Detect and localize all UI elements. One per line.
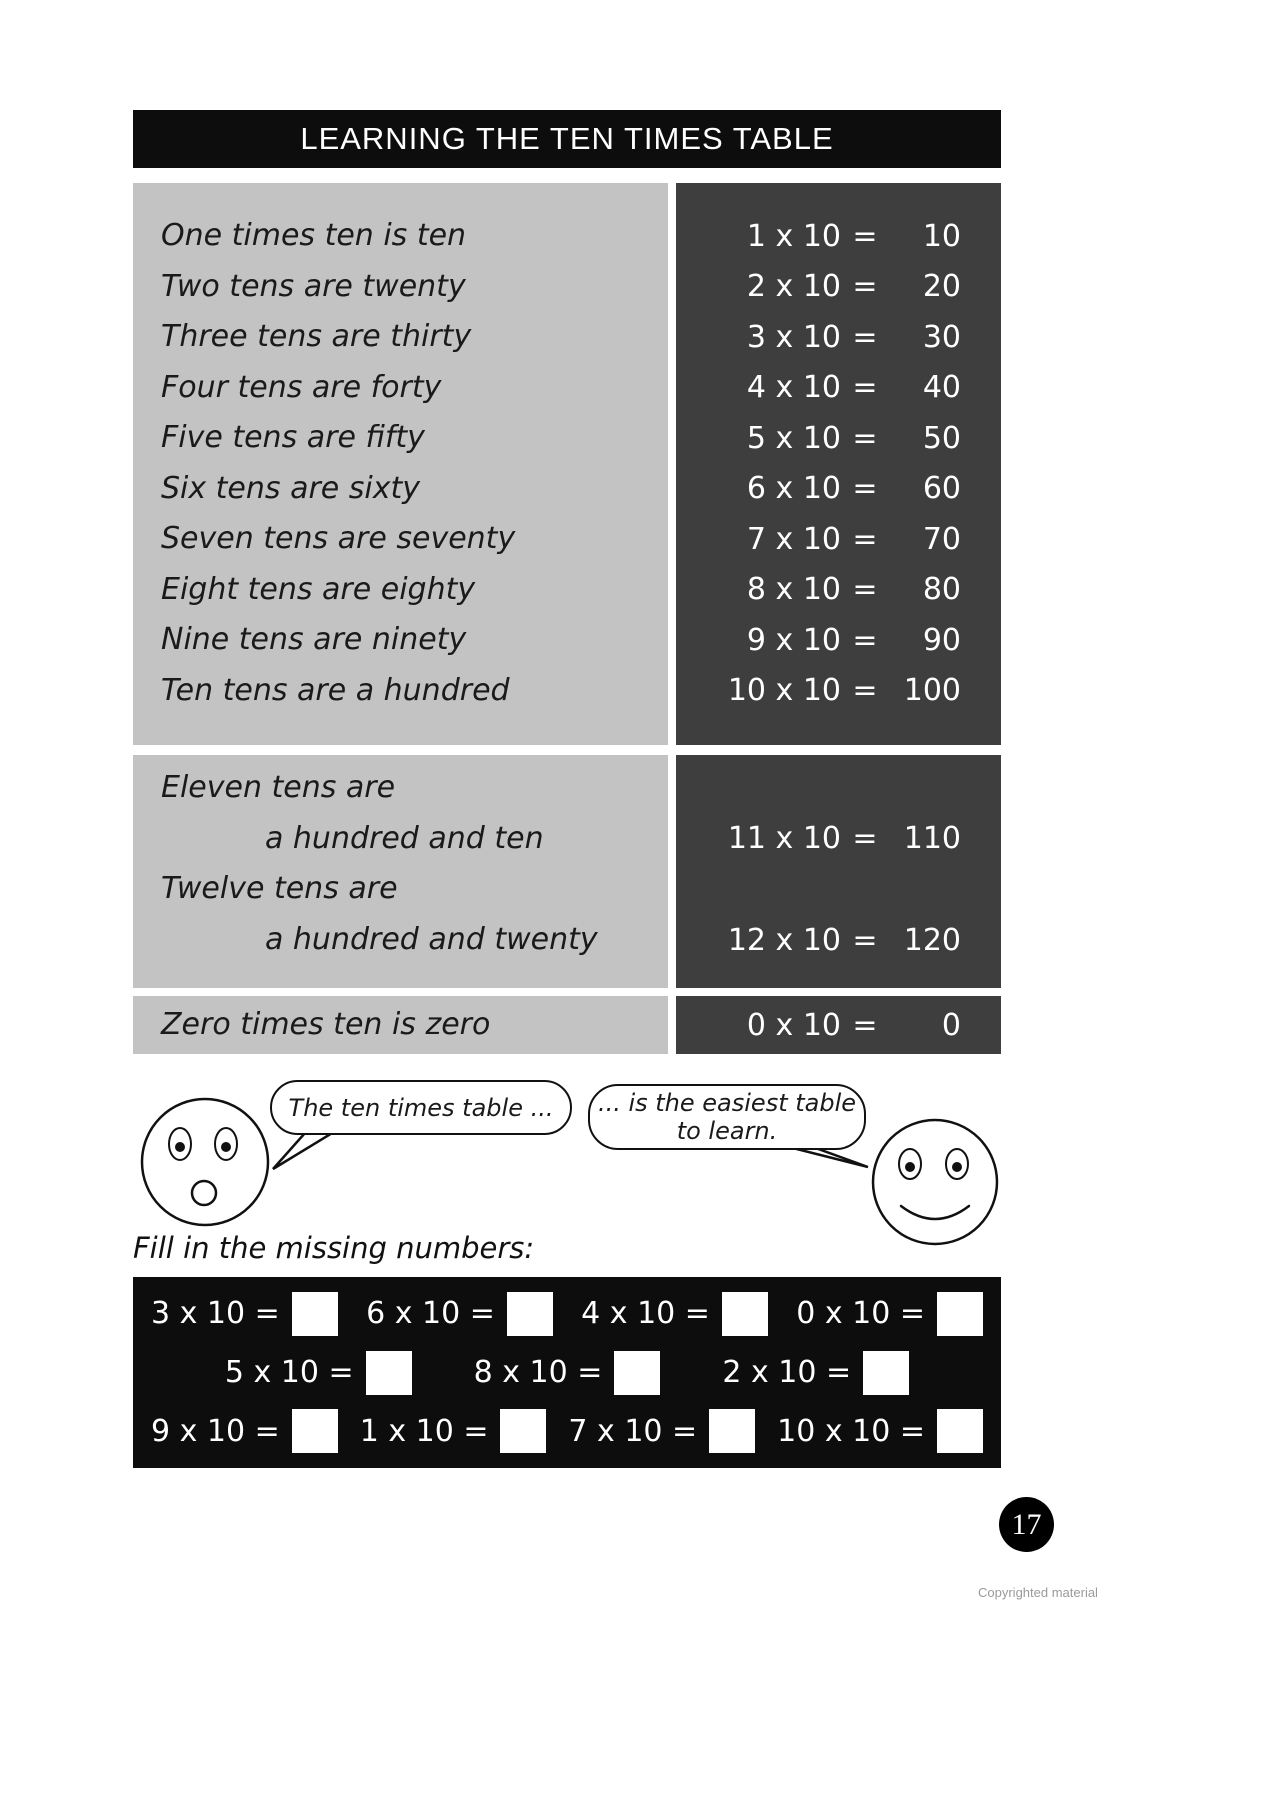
equation-lhs: 5 x 10	[746, 420, 841, 456]
equals-sign: =	[852, 572, 878, 608]
exercise-item	[474, 1351, 661, 1395]
equals-sign: =	[852, 673, 878, 709]
phrases-column	[133, 183, 668, 745]
equation-row	[676, 666, 1001, 717]
equals-sign: =	[852, 218, 878, 254]
speech-text: ... is the easiest table	[597, 1089, 857, 1117]
extended-times-table	[133, 755, 1001, 988]
exercise-equation-label: 0 x 10 =	[796, 1296, 925, 1332]
equals-sign: =	[852, 269, 878, 305]
times-table-phrase: Eleven tens are	[161, 770, 396, 805]
equation-row	[676, 464, 1001, 515]
equation-row	[676, 413, 1001, 464]
page-number: 17	[1011, 1507, 1042, 1541]
answer-box[interactable]	[614, 1351, 660, 1395]
phrases-column	[133, 755, 668, 988]
exercise-equation-label: 7 x 10 =	[568, 1413, 698, 1449]
answer-box[interactable]	[292, 1409, 338, 1453]
equation-lhs: 0 x 10	[746, 1007, 841, 1043]
cartoon-strip	[133, 1072, 1001, 1264]
answer-box[interactable]	[292, 1292, 338, 1336]
equation-result: 100	[903, 673, 961, 709]
exercise-item	[568, 1409, 755, 1453]
exercise-prompt: Fill in the missing numbers:	[133, 1231, 535, 1265]
equals-sign: =	[852, 521, 878, 557]
exercise-item	[151, 1292, 338, 1336]
equals-sign: =	[852, 622, 878, 658]
exercise-equation-label: 9 x 10 =	[151, 1413, 280, 1449]
equation-result: 110	[903, 820, 961, 856]
times-table-phrase: Seven tens are seventy	[161, 521, 516, 556]
answer-box[interactable]	[366, 1351, 412, 1395]
equation-row	[676, 915, 961, 966]
exercise-item	[796, 1292, 983, 1336]
page-title: LEARNING THE TEN TIMES TABLE	[300, 121, 834, 156]
exercise-equation-label: 3 x 10 =	[151, 1296, 280, 1332]
equation-lhs: 12 x 10	[727, 922, 841, 958]
times-table-phrase: Six tens are sixty	[161, 470, 421, 506]
exercise-equation-label: 8 x 10 =	[473, 1355, 603, 1390]
times-table-phrase: Three tens are thirty	[161, 319, 472, 354]
page-number-badge	[999, 1497, 1054, 1552]
equals-sign: =	[852, 471, 878, 507]
answer-box[interactable]	[500, 1409, 546, 1453]
times-table-phrase: Four tens are forty	[161, 369, 442, 405]
exercise-item	[777, 1409, 983, 1453]
main-times-table	[133, 183, 1001, 745]
equations-column	[676, 996, 1001, 1054]
copyright-notice: Copyrighted material	[978, 1585, 1098, 1600]
equation-result: 80	[922, 572, 961, 608]
exercise-item	[366, 1292, 553, 1336]
times-table-phrase-continued: a hundred and ten	[265, 820, 544, 856]
exercise-equation-label: 1 x 10 =	[359, 1413, 489, 1449]
equation-lhs: 6 x 10	[746, 471, 841, 507]
equation-lhs: 10 x 10	[727, 673, 841, 709]
times-table-phrase: Twelve tens are	[161, 871, 398, 906]
equation-result: 90	[922, 622, 961, 658]
equation-row	[676, 813, 961, 864]
exercise-item	[722, 1351, 909, 1395]
times-table-phrase-continued: a hundred and twenty	[265, 921, 598, 957]
speech-bubble-left	[270, 1080, 572, 1135]
equation-row	[676, 262, 1001, 313]
equals-sign: =	[852, 820, 878, 856]
answer-box[interactable]	[937, 1292, 983, 1336]
title-bar	[133, 110, 1001, 168]
times-table-phrase: Two tens are twenty	[161, 268, 466, 304]
equals-sign: =	[852, 1007, 878, 1043]
equation-result: 10	[922, 218, 961, 254]
equals-sign: =	[852, 420, 878, 456]
times-table-phrase: Ten tens are a hundred	[161, 672, 510, 708]
equation-row	[676, 615, 1001, 666]
exercise-item	[360, 1409, 547, 1453]
exercise-section	[133, 1277, 1001, 1468]
exercise-equation-label: 2 x 10 =	[722, 1355, 852, 1390]
equals-sign: =	[852, 319, 878, 355]
exercise-equation-label: 4 x 10 =	[581, 1296, 710, 1332]
surprised-face-icon	[142, 1099, 268, 1225]
equation-result: 0	[941, 1007, 961, 1043]
speech-text: to learn.	[676, 1117, 778, 1145]
times-table-phrase: Nine tens are ninety	[161, 622, 467, 657]
exercise-row	[133, 1409, 1001, 1453]
times-table-phrase: One times ten is ten	[161, 218, 467, 253]
equals-sign: =	[852, 922, 878, 958]
zero-times-row	[133, 996, 1001, 1054]
times-table-phrase: Zero times ten is zero	[161, 1007, 491, 1042]
equation-result: 60	[922, 471, 961, 507]
equation-result: 30	[922, 319, 961, 355]
equation-lhs: 7 x 10	[746, 521, 841, 557]
equals-sign: =	[852, 370, 878, 406]
equation-lhs: 1 x 10	[746, 218, 841, 254]
equation-row	[676, 211, 1001, 262]
speech-bubble-right	[588, 1084, 866, 1150]
answer-box[interactable]	[709, 1409, 755, 1453]
answer-box[interactable]	[507, 1292, 553, 1336]
exercise-equation-label: 5 x 10 =	[224, 1355, 354, 1390]
speech-text: The ten times table ...	[288, 1093, 554, 1122]
equation-lhs: 11 x 10	[727, 820, 841, 856]
exercise-equation-label: 10 x 10 =	[777, 1413, 925, 1449]
equation-result: 70	[922, 521, 961, 557]
equation-lhs: 8 x 10	[746, 572, 841, 608]
exercise-item	[581, 1292, 768, 1336]
equation-lhs: 2 x 10	[746, 269, 841, 305]
exercise-row	[133, 1292, 1001, 1336]
answer-box[interactable]	[937, 1409, 983, 1453]
equation-row	[676, 312, 1001, 363]
exercise-item	[225, 1351, 412, 1395]
phrases-column	[133, 996, 668, 1054]
equation-row	[676, 514, 1001, 565]
equation-row	[676, 996, 1001, 1054]
equation-row	[676, 363, 1001, 414]
equations-column	[676, 183, 1001, 745]
equation-result: 20	[922, 269, 961, 305]
answer-box[interactable]	[863, 1351, 909, 1395]
equation-result: 50	[922, 420, 961, 456]
equation-lhs: 9 x 10	[746, 622, 841, 658]
equation-lhs: 3 x 10	[746, 319, 841, 355]
smiling-face-icon	[873, 1120, 997, 1244]
exercise-item	[151, 1409, 338, 1453]
exercise-row	[133, 1351, 1001, 1395]
exercise-equation-label: 6 x 10 =	[366, 1296, 495, 1332]
equation-lhs: 4 x 10	[746, 370, 841, 406]
equation-result: 120	[903, 922, 961, 958]
answer-box[interactable]	[722, 1292, 768, 1336]
times-table-phrase: Eight tens are eighty	[161, 571, 476, 607]
times-table-phrase: Five tens are fifty	[161, 420, 425, 455]
equations-column	[676, 755, 1001, 988]
equation-row	[676, 565, 1001, 616]
equation-result: 40	[922, 370, 961, 406]
